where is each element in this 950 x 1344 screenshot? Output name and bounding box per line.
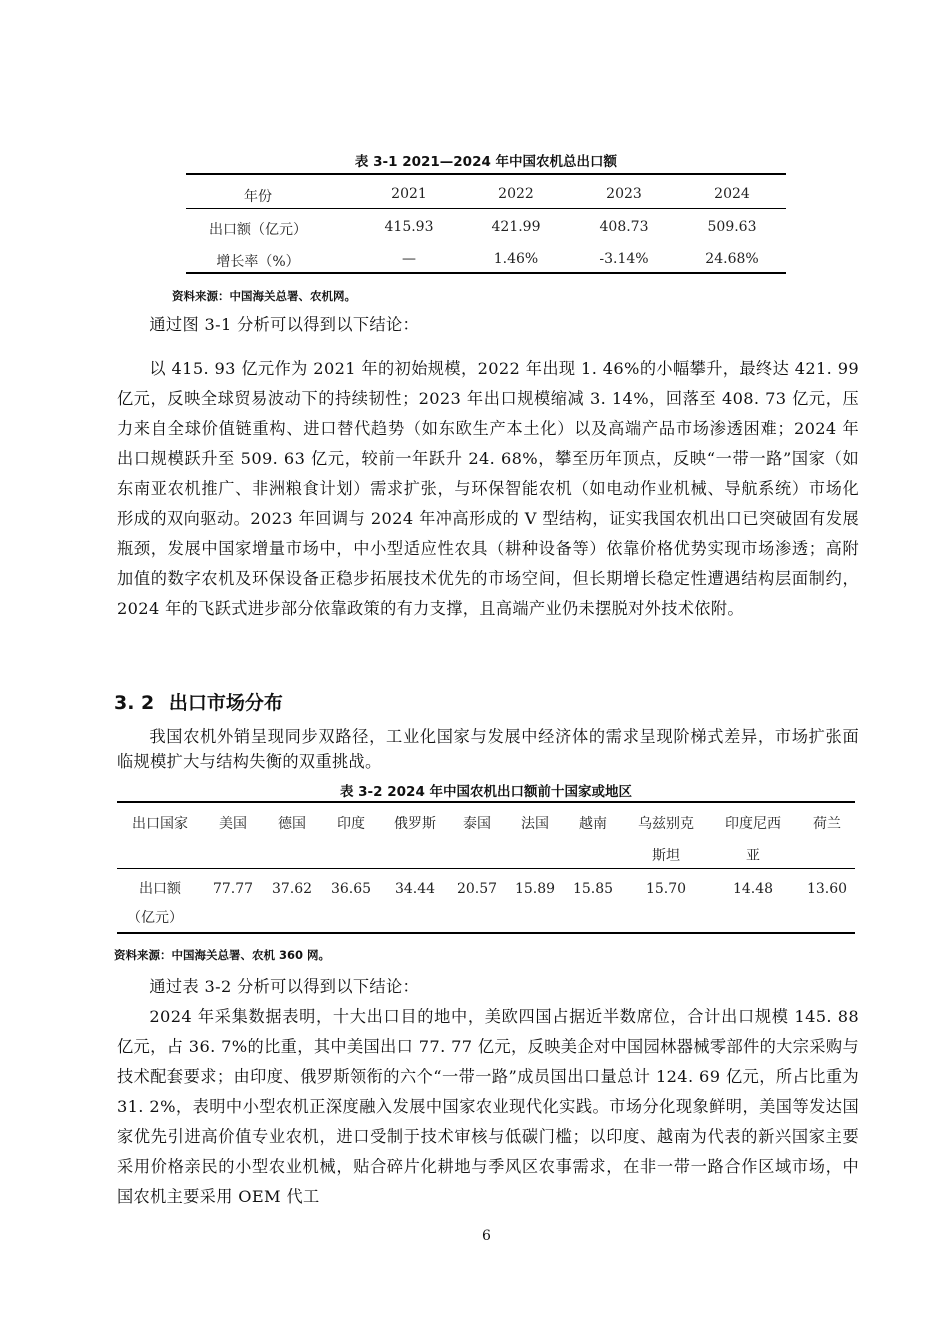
table2-header-rule (117, 868, 855, 869)
table2-value: 15.70 (645, 881, 687, 897)
table1-header-cell: 年份 (244, 189, 272, 205)
body-text (117, 972, 859, 1002)
table2-header-label: 出口国家 (132, 816, 188, 832)
table1-header-rule (186, 208, 786, 209)
paragraph-3: 2024 年采集数据表明，十大出口目的地中，美欧四国占据近半数席位，合计出口规模 145. 88 亿元，占 36. 7%的比重，其中美国出口 77. 77 亿元，反映美企对中国园林器械零部件的大宗采购与技术配套要求；由印度、俄罗斯领衔的六个“一带一路”成员国出口量总计 124. 69 亿元，所占比重为 31. 2%，表明中小型农机正深度融入发展中国家农业现代化实践。市场分化现象鲜明，美国等发达国家优先引进高价值专业农机，进口受制于技术审核与低碳门槛；以印度、越南为代表的新兴国家主要采用价格亲民的小型农业机械，贴合碎片化耕地与季风区农事需求，在非一带一路合作区域市场，中国农机主要采用 OEM 代工 (117, 1007, 859, 1206)
table2-caption: 表 3-2 2024 年中国农机出口额前十国家或地区 (339, 784, 633, 800)
table1-header-cell: 2023 (606, 186, 642, 202)
intro-line-2: 通过表 3-2 分析可以得到以下结论： (149, 977, 420, 996)
table2-source-note: 资料来源：中国海关总署、农机 360 网。 (114, 948, 331, 962)
table2-country: 越南 (579, 816, 607, 832)
table2-country: 美国 (219, 816, 247, 832)
body-text (117, 310, 859, 340)
table2-value: 77.77 (212, 881, 254, 897)
table1-cell: 24.68% (705, 251, 759, 267)
table2-top-rule (117, 801, 855, 803)
section-title: 出口市场分布 (168, 692, 283, 714)
table2-value: 14.48 (732, 881, 774, 897)
body-text (117, 724, 859, 774)
table2-bottom-rule (117, 932, 855, 934)
table2-value: 37.62 (271, 881, 313, 897)
table1-cell: 509.63 (707, 219, 757, 235)
table2-row-label: 出口额 (139, 881, 181, 897)
paragraph-1: 以 415. 93 亿元作为 2021 年的初始规模，2022 年出现 1. 46%的小幅攀升，最终达 421. 99 亿元，反映全球贸易波动下的持续韧性；2023 年出口规模缩减 3. 14%，回落至 408. 73 亿元，压力来自全球价值链重构、进口替代趋势（如东欧生产本土化）以及高端产品市场渗透困难；2024 年出口规模跃升至 509. 63 亿元，较前一年跃升 24. 68%，攀至历年顶点，反映“一带一路”国家（如东南亚农机推广、非洲粮食计划）需求扩张，与环保智能农机（如电动作业机械、导航系统）市场化形成的双向驱动。2023 年回调与 2024 年冲高形成的 V 型结构，证实我国农机出口已突破固有发展瓶颈，发展中国家增量市场中，中小型适应性农具（耕种设备等）依靠价格优势实现市场渗透；高附加值的数字农机及环保设备正稳步拓展技术优先的市场空间，但长期增长稳定性遭遇结构层面制约，2024 年的飞跃式进步部分依靠政策的有力支撑，且高端产业仍未摆脱对外技术依附。 (117, 359, 859, 618)
body-text (117, 1002, 859, 1212)
table1-cell: 415.93 (384, 219, 434, 235)
table1-row-label: 增长率（%） (216, 254, 300, 270)
table1-bottom-rule (186, 272, 786, 274)
intro-line-1: 通过图 3-1 分析可以得到以下结论： (149, 315, 420, 334)
table2-value: 36.65 (330, 881, 372, 897)
table2-country: 德国 (278, 816, 306, 832)
section-heading (114, 688, 283, 715)
table2-value: 20.57 (456, 881, 498, 897)
table2-country: 荷兰 (813, 816, 841, 832)
table1-header-cell: 2024 (714, 186, 750, 202)
table1-cell: — (402, 251, 416, 267)
page-number: 6 (482, 1228, 491, 1244)
table1-caption: 表 3-1 2021—2024 年中国农机总出口额 (354, 154, 618, 170)
paragraph-2: 我国农机外销呈现同步双路径，工业化国家与发展中经济体的需求呈现阶梯式差异，市场扩张面临规模扩大与结构失衡的双重挑战。 (117, 727, 859, 771)
table1-header-cell: 2021 (391, 186, 427, 202)
table1-cell: -3.14% (599, 251, 649, 267)
table2-country: 乌兹别克 (638, 816, 694, 832)
table1-cell: 421.99 (491, 219, 541, 235)
table1-cell: 1.46% (493, 251, 539, 267)
table1-row-label: 出口额（亿元） (209, 222, 307, 238)
table2-value: 34.44 (394, 881, 436, 897)
table2-country: 法国 (521, 816, 549, 832)
section-number: 3. 2 (114, 692, 155, 714)
table2-value: 13.60 (806, 881, 848, 897)
table1-cell: 408.73 (599, 219, 649, 235)
body-text (117, 354, 859, 624)
table2-country: 印度尼西 (725, 816, 781, 832)
table2-country: 俄罗斯 (394, 816, 436, 832)
table2-row-label-line2: （亿元） (127, 910, 183, 926)
table2-value: 15.89 (514, 881, 556, 897)
table2-country-line2: 亚 (746, 848, 760, 864)
table2-country: 泰国 (463, 816, 491, 832)
table2-value: 15.85 (572, 881, 614, 897)
table2-country: 印度 (337, 816, 365, 832)
table1-header-cell: 2022 (498, 186, 534, 202)
table1-source-note: 资料来源：中国海关总署、农机网。 (172, 289, 356, 303)
table2-country-line2: 斯坦 (652, 848, 680, 864)
table1-top-rule (186, 173, 786, 175)
